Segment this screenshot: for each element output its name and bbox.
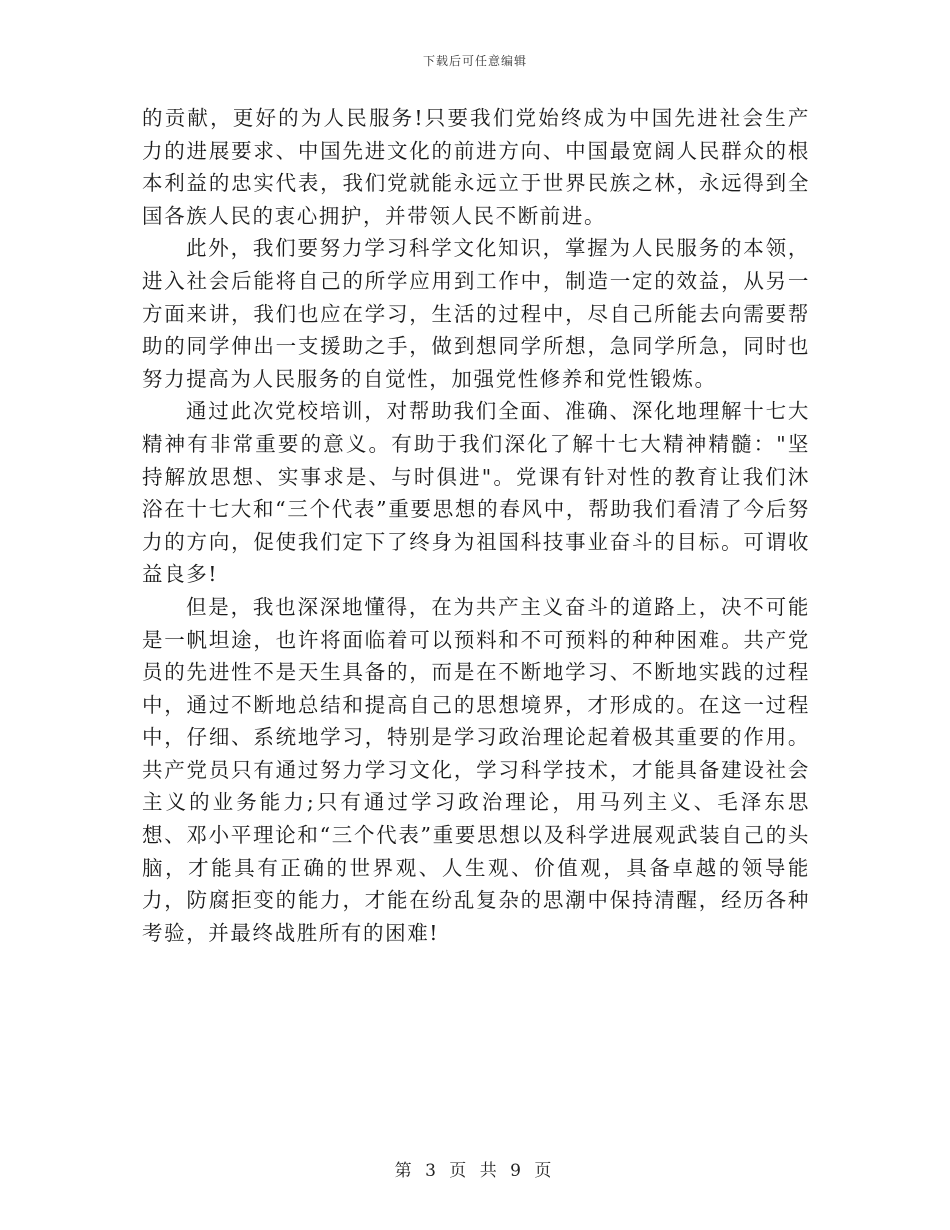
paragraph-2: 此外，我们要努力学习科学文化知识，掌握为人民服务的本领，进入社会后能将自己的所学应用到工作中，制造一定的效益，从另一方面来讲，我们也应在学习，生活的过程中，尽自己所能去向需要帮助的同学伸出一支援助之手，做到想同学所想，急同学所急，同时也努力提高为人民服务的自觉性，加强党性修养和党性锻炼。 [142,236,810,391]
paragraph-3: 通过此次党校培训，对帮助我们全面、准确、深化地理解十七大精神有非常重要的意义。有助于我们深化了解十七大精神精髓："坚持解放思想、实事求是、与时俱进"。党课有针对性的教育让我们沐浴在十七大和“三个代表”重要思想的春风中，帮助我们看清了今后努力的方向，促使我们定下了终身为祖国科技事业奋斗的目标。可谓收益良多! [142,399,810,587]
document-body [142,102,810,949]
paragraph-4: 但是，我也深深地懂得，在为共产主义奋斗的道路上，决不可能是一帆坦途，也许将面临着可以预料和不可预料的种种困难。共产党员的先进性不是天生具备的，而是在不断地学习、不断地实践的过程中，通过不断地总结和提高自己的思想境界，才形成的。在这一过程中，仔细、系统地学习，特别是学习政治理论起着极其重要的作用。共产党员只有通过努力学习文化，学习科学技术，才能具备建设社会主义的业务能力;只有通过学习政治理论，用马列主义、毛泽东思想、邓小平理论和“三个代表”重要思想以及科学进展观武装自己的头脑，才能具有正确的世界观、人生观、价值观，具备卓越的领导能力，防腐拒变的能力，才能在纷乱复杂的思潮中保持清醒，经历各种考验，并最终战胜所有的困难! [142,594,810,945]
paragraph-1: 的贡献，更好的为人民服务!只要我们党始终成为中国先进社会生产力的进展要求、中国先进文化的前进方向、中国最宽阔人民群众的根本利益的忠实代表，我们党就能永远立于世界民族之林，永远得到全国各族人民的衷心拥护，并带领人民不断前进。 [142,106,810,228]
page-number-footer: 第 3 页 共 9 页 [394,1161,556,1181]
page-header-note: 下载后可任意编辑 [422,54,527,68]
